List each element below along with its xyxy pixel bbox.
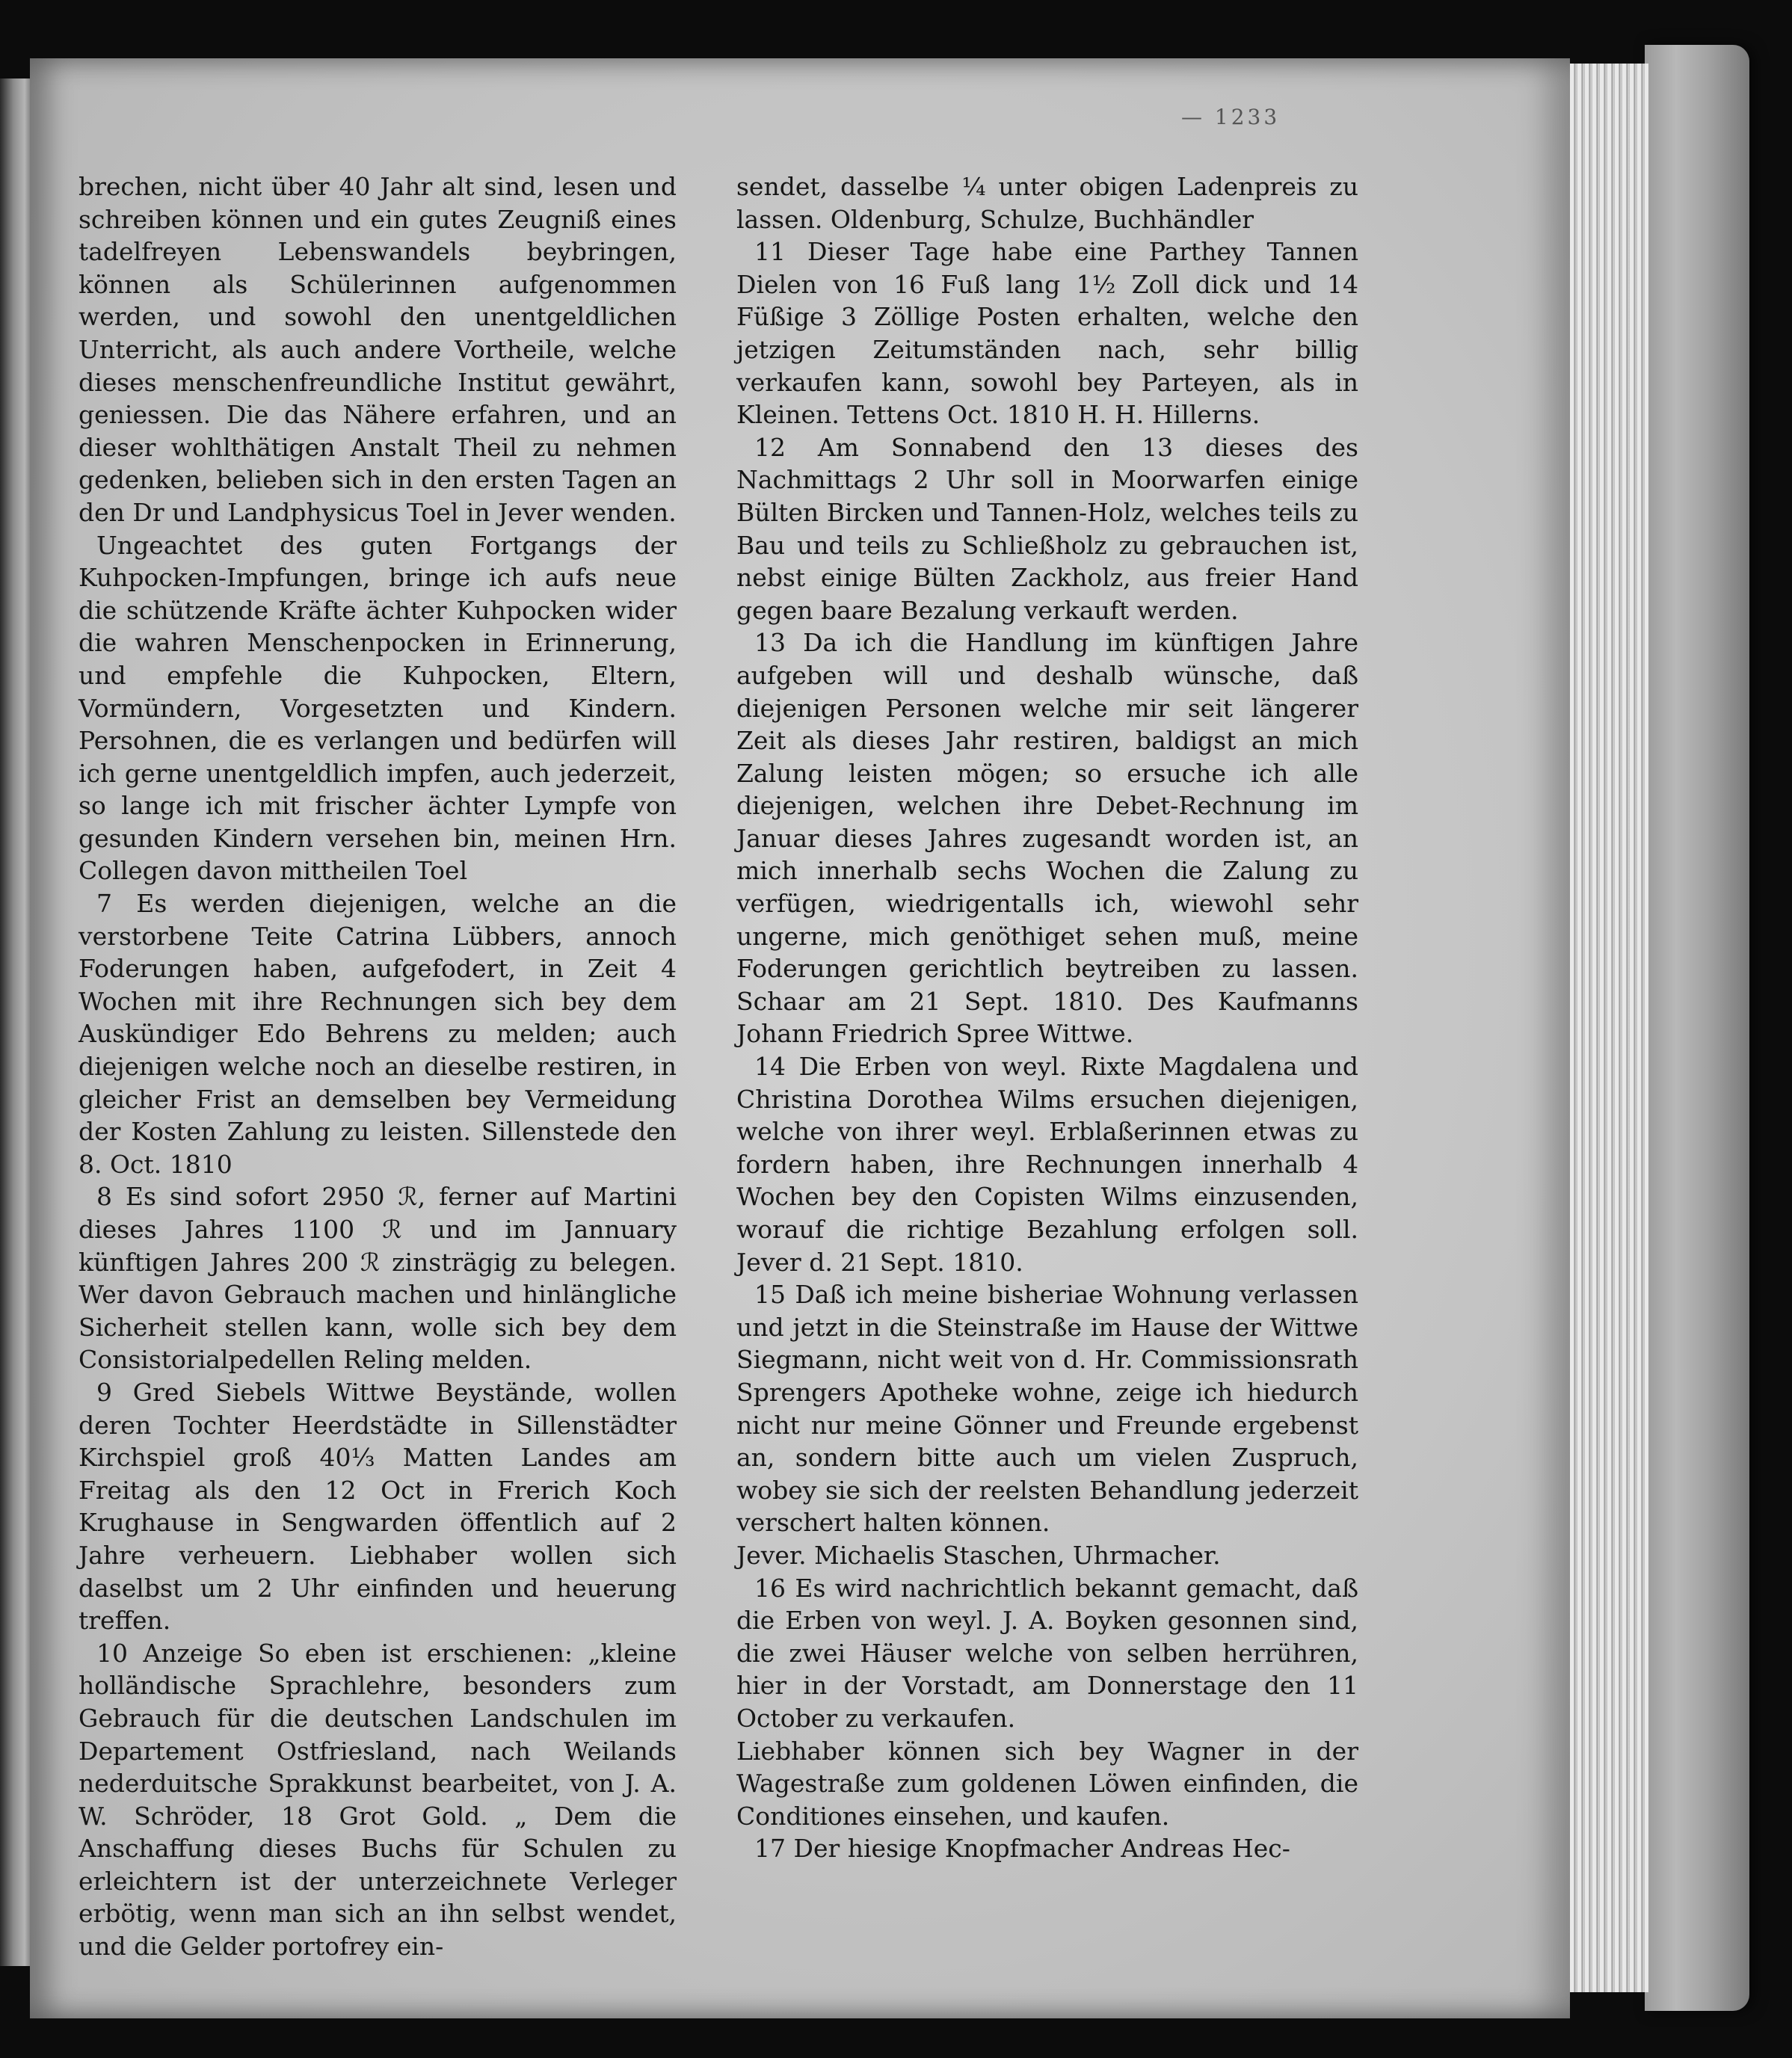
page-number: — 1233 — [1181, 105, 1281, 129]
right-paragraph: 17 Der hiesige Knopfmacher Andreas Hec- — [754, 1834, 1290, 1864]
right-paragraph: 13 Da ich die Handlung im künftigen Jahre aufgeben will und deshalb wünsche, daß diejenigen Personen welche mir seit längerer Zeit als dieses Jahr restiren, baldigst an mich Zalung leisten mögen; so ersuche ich alle diejenigen, welchen ihre Debet-Rechnung im Januar dieses Jahres zugesandt worden ist, an mich innerhalb sechs Wochen die Zalung zu verfügen, wiedrigentalls ich, wiewohl sehr ungerne, mich genöthiget sehen muß, meine Foderungen gerichtlich beytreiben zu lassen. Schaar am 21 Sept. 1810. Des Kaufmanns Johann Friedrich Spree Wittwe. — [736, 628, 1358, 1049]
book-cover-edge — [1645, 45, 1749, 2011]
left-paragraph: Ungeachtet des guten Fortgangs der Kuhpocken-Impfungen, bringe ich aufs neue die schützende Kräfte ächter Kuhpocken wider die wahren Menschenpocken in Erinnerung, und empfehle die Kuhpocken, Eltern, Vormündern, Vorgesetzten und Kindern. Persohnen, die es verlangen und bedürfen will ich gerne unentgeldlich impfen, auch jederzeit, so lange ich mit frischer ächter Lympfe von gesunden Kindern versehen bin, meinen Hrn. Collegen davon mittheilen Toel — [78, 530, 677, 886]
right-paragraph: 16 Es wird nachrichtlich bekannt gemacht, daß die Erben von weyl. J. A. Boyken gesonnen sind, die zwei Häuser welche von selben herrühren, hier in der Vorstadt, am Donnerstage den 11 October zu verkaufen. — [736, 1573, 1358, 1733]
right-column — [736, 170, 1358, 1865]
right-paragraph: 11 Dieser Tage habe eine Parthey Tannen Dielen von 16 Fuß lang 1½ Zoll dick und 14 Füßige 3 Zöllige Posten erhalten, welche den jetzigen Zeitumständen nach, sehr billig verkaufen kann, sowohl bey Parteyen, als in Kleinen. Tettens Oct. 1810 H. H. Hillerns. — [736, 237, 1358, 430]
right-paragraph: sendet, dasselbe ¼ unter obigen Ladenpreis zu lassen. Oldenburg, Schulze, Buchhändler — [736, 172, 1358, 234]
left-paragraph: 10 Anzeige So eben ist erschienen: „kleine holländische Sprachlehre, besonders zum Gebrauch für die deutschen Landschulen im Departement Ostfriesland, nach Weilands nederduitsche Sprakkunst bearbeitet, von J. A. W. Schröder, 18 Grot Gold. „ Dem die Anschaffung dieses Buchs für Schulen zu erleichtern ist der unterzeichnete Verleger erbötig, wenn man sich an ihn selbst wendet, und die Gelder portofrey ein- — [78, 1638, 677, 1962]
right-paragraph: Liebhaber können sich bey Wagner in der Wagestraße zum goldenen Löwen einfinden, die Conditiones einsehen, und kaufen. — [736, 1736, 1358, 1831]
facing-page-edge — [0, 78, 33, 1966]
right-paragraph: Jever. Michaelis Staschen, Uhrmacher. — [736, 1540, 1221, 1570]
right-paragraph: 15 Daß ich meine bisheriae Wohnung verlassen und jetzt in die Steinstraße im Hause der Wittwe Siegmann, nicht weit von d. Hr. Commissionsrath Sprengers Apotheke wohne, zeige ich hiedurch nicht nur meine Gönner und Freunde ergebenst an, sondern bitte auch um vielen Zuspruch, wobey sie sich der reelsten Behandlung jederzeit verschert halten können. — [736, 1280, 1358, 1538]
left-paragraph: 7 Es werden diejenigen, welche an die verstorbene Teite Catrina Lübbers, annoch Foderungen haben, aufgefodert, in Zeit 4 Wochen mit ihre Rechnungen sich bey dem Auskündiger Edo Behrens zu melden; auch diejenigen welche noch an dieselbe restiren, in gleicher Frist an demselben bey Vermeidung der Kosten Zahlung zu leisten. Sillenstede den 8. Oct. 1810 — [78, 889, 677, 1179]
left-paragraph: brechen, nicht über 40 Jahr alt sind, lesen und schreiben können und ein gutes Zeugniß eines tadelfreyen Lebenswandels beybringen, können als Schülerinnen aufgenommen werden, und sowohl den unentgeldlichen Unterricht, als auch andere Vortheile, welche dieses menschenfreundliche Institut gewährt, geniessen. Die das Nähere erfahren, und an dieser wohlthätigen Anstalt Theil zu nehmen gedenken, belieben sich in den ersten Tagen an den Dr und Landphysicus Toel in Jever wenden. — [78, 172, 677, 527]
left-column — [78, 170, 677, 1963]
left-paragraph: 9 Gred Siebels Wittwe Beystände, wollen deren Tochter Heerdstädte in Sillenstädter Kirchspiel groß 40⅓ Matten Landes am Freitag als den 12 Oct in Frerich Koch Krughause in Sengwarden öffentlich auf 2 Jahre verheuern. Liebhaber wollen sich daselbst um 2 Uhr einfinden und heuerung treffen. — [78, 1377, 677, 1636]
right-paragraph: 12 Am Sonnabend den 13 dieses des Nachmittags 2 Uhr soll in Moorwarfen einige Bülten Bircken und Tannen-Holz, welches teils zu Bau und teils zu Schließholz zu gebrauchen ist, nebst einige Bülten Zackholz, aus freier Hand gegen baare Bezalung verkauft werden. — [736, 432, 1358, 625]
right-paragraph: 14 Die Erben von weyl. Rixte Magdalena und Christina Dorothea Wilms ersuchen diejenigen, welche von ihrer weyl. Erblaßerinnen etwas zu fordern haben, ihre Rechnungen innerhalb 4 Wochen bey den Copisten Wilms einzusenden, worauf die richtige Bezahlung erfolgen soll. Jever d. 21 Sept. 1810. — [736, 1052, 1358, 1277]
left-paragraph: 8 Es sind sofort 2950 ℛ, ferner auf Martini dieses Jahres 1100 ℛ und im Jannuary künftigen Jahres 200 ℛ zinsträgig zu belegen. Wer davon Gebrauch machen und hinlängliche Sicherheit stellen kann, wolle sich bey dem Consistorialpedellen Reling melden. — [78, 1182, 677, 1375]
